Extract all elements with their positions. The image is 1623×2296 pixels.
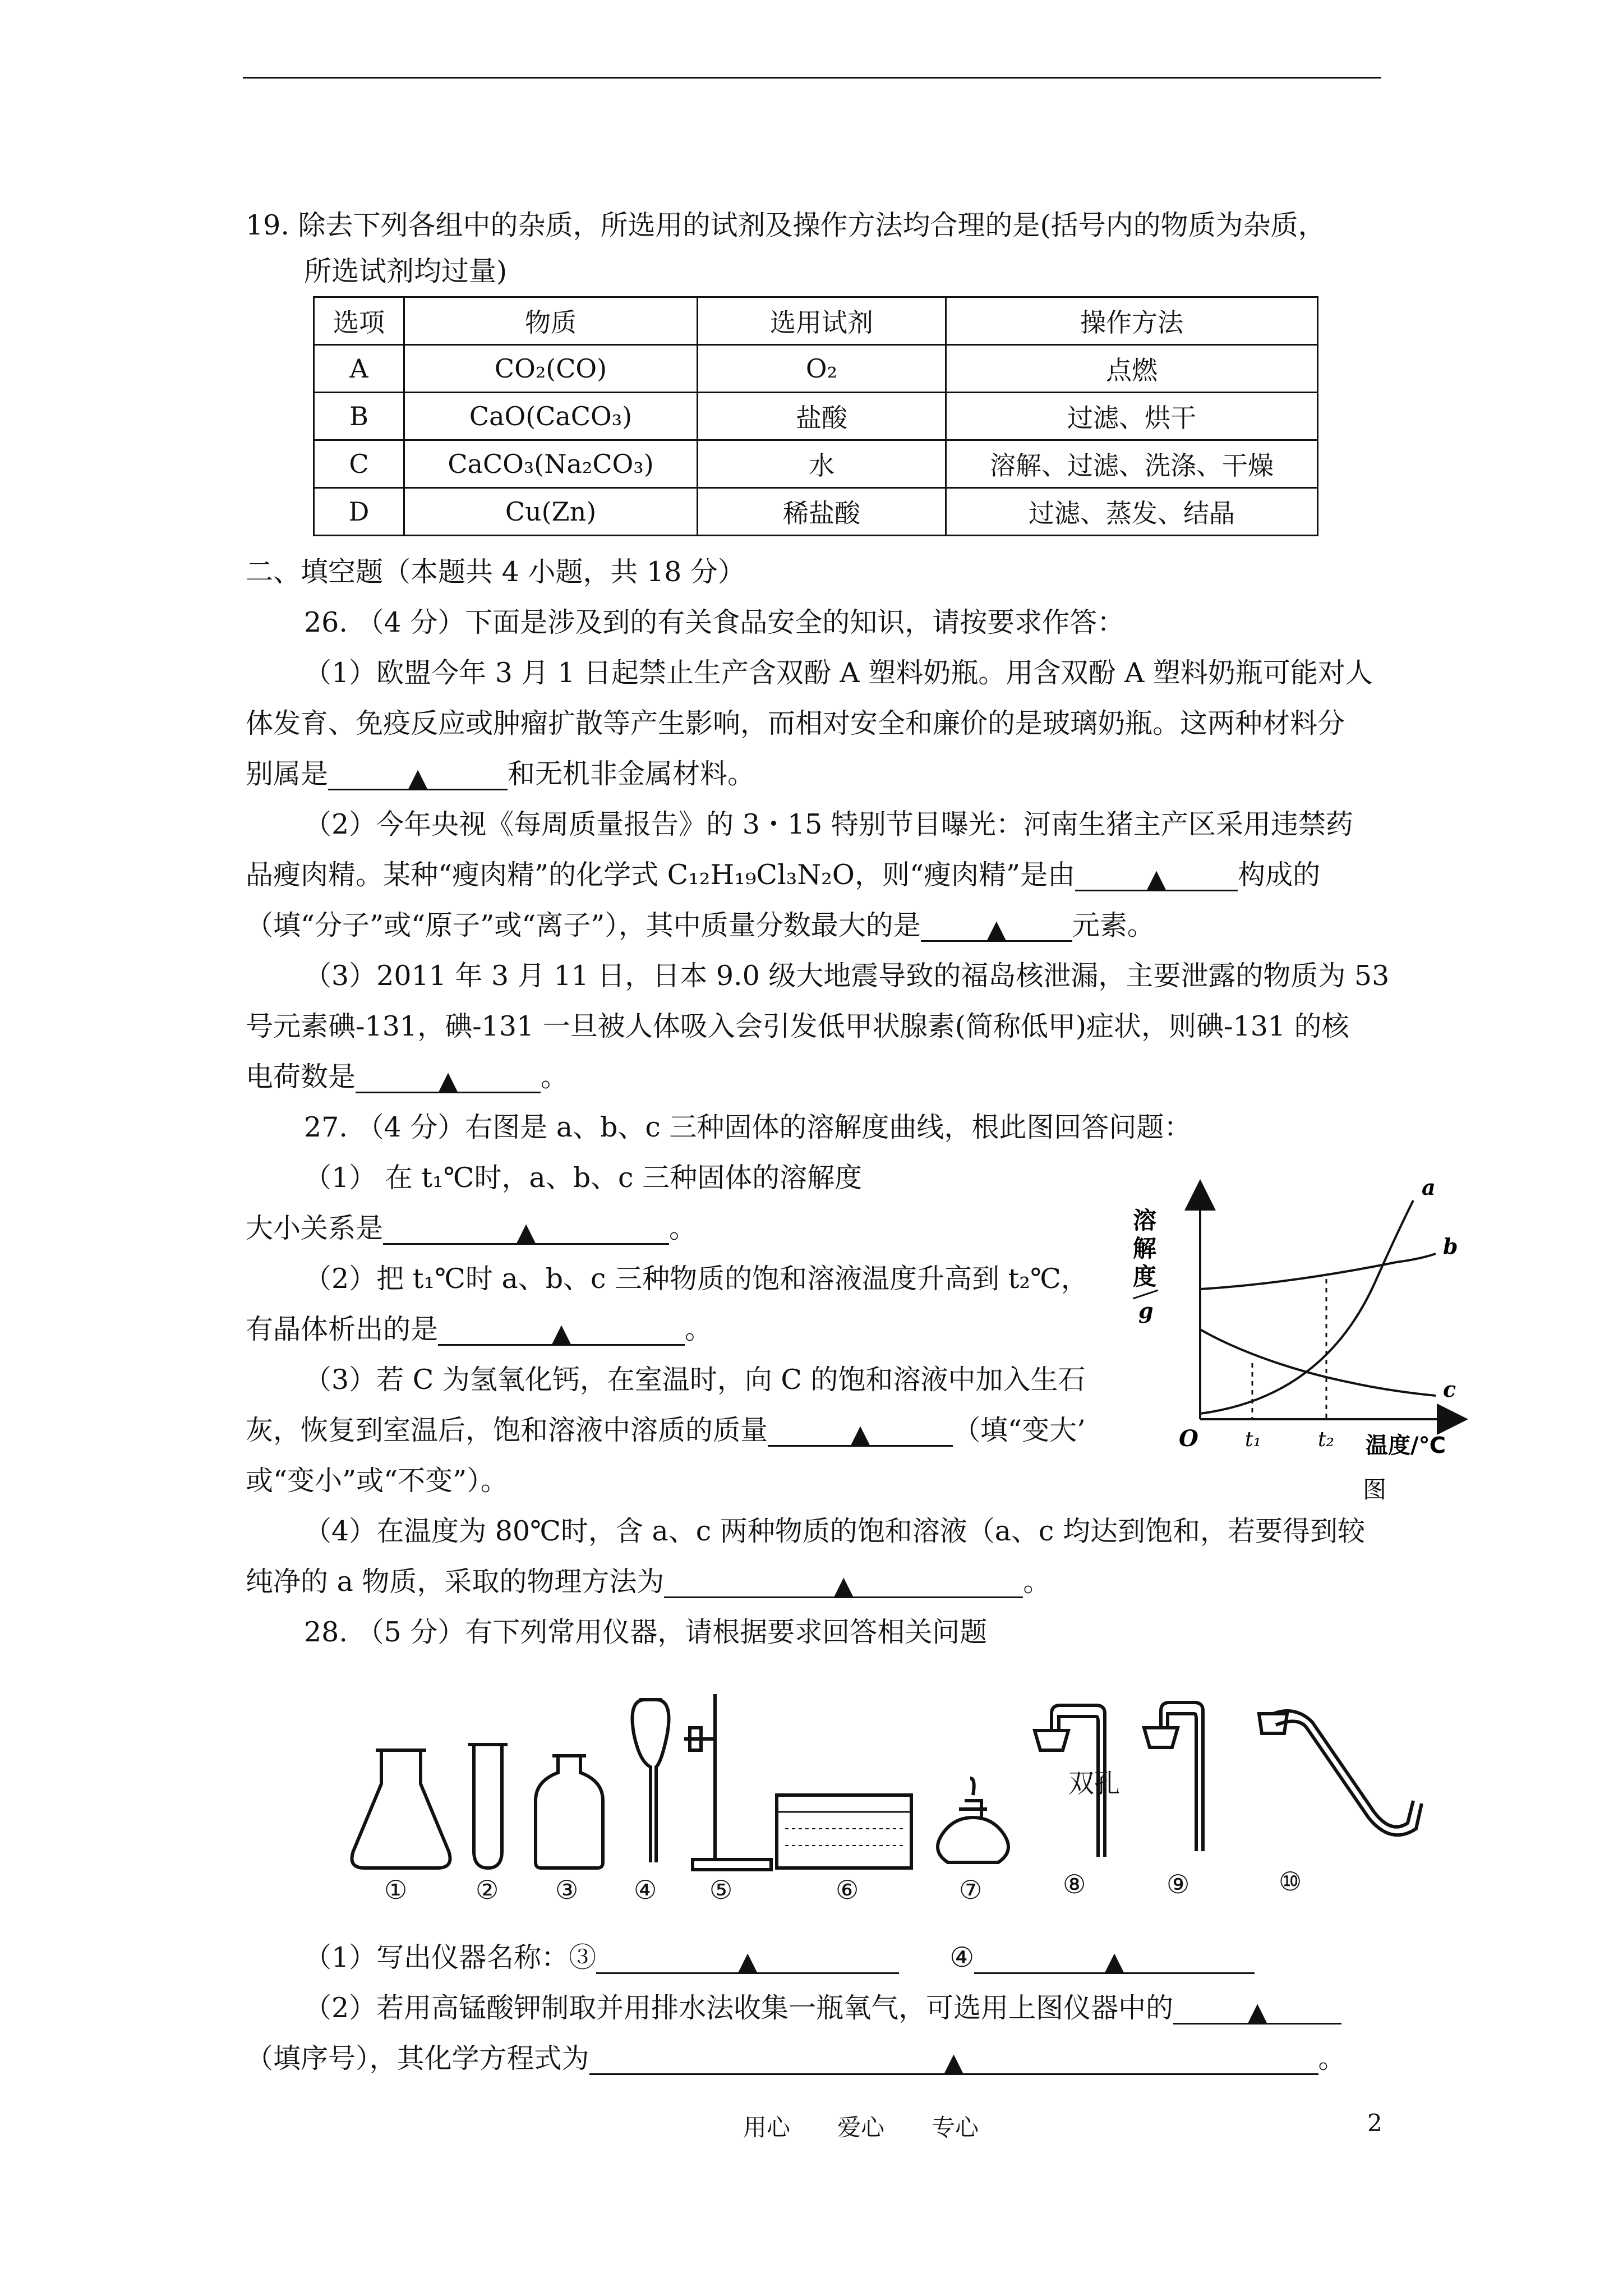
apparatus-illustration bbox=[342, 1683, 1458, 1907]
q28-p1 bbox=[304, 1941, 1255, 1975]
long-funnel-icon bbox=[633, 1700, 669, 1862]
q27-p2a: （2）把 t₁℃时 a、b、c 三种物质的饱和溶液温度升高到 t₂℃， bbox=[304, 1263, 1089, 1295]
ylabel-1: 溶 bbox=[1133, 1207, 1157, 1234]
table-header-cell: 物质 bbox=[404, 297, 698, 345]
table-cell: A bbox=[314, 345, 404, 393]
text: （2）若用高锰酸钾制取并用排水法收集一瓶氧气，可选用上图仪器中的 bbox=[304, 1992, 1174, 2024]
text: （填“分子”或“原子”或“离子”），其中质量分数最大的是 bbox=[246, 909, 921, 941]
triangle-icon: ▲ bbox=[737, 1946, 758, 1976]
table-row bbox=[314, 488, 1318, 536]
table-cell: 水 bbox=[698, 440, 946, 488]
test-tube-icon bbox=[468, 1745, 508, 1868]
table-row bbox=[314, 440, 1318, 488]
text: 。 bbox=[1023, 1566, 1051, 1598]
table-cell: 溶解、过滤、洗涤、干燥 bbox=[946, 440, 1318, 488]
conical-flask-icon bbox=[352, 1750, 450, 1868]
text: 大小关系是 bbox=[246, 1212, 384, 1244]
label-5: ⑤ bbox=[709, 1875, 733, 1905]
q27-p3b bbox=[246, 1414, 1086, 1447]
answer-blank[interactable] bbox=[974, 1944, 1255, 1974]
footer-motto: 用心 爱心 专心 bbox=[743, 2114, 979, 2141]
q27-stem: 27. （4 分）右图是 a、b、c 三种固体的溶解度曲线，根此图回答问题： bbox=[304, 1111, 1192, 1143]
q26-p2c bbox=[246, 909, 1155, 942]
table-cell: B bbox=[314, 393, 404, 440]
table-cell: CO₂(CO) bbox=[404, 345, 698, 393]
triangle-icon: ▲ bbox=[1146, 863, 1166, 894]
q26-p1c bbox=[246, 757, 755, 791]
q27-p3a: （3）若 C 为氢氧化钙，在室温时，向 C 的饱和溶液中加入生石 bbox=[304, 1364, 1086, 1396]
triangle-icon: ▲ bbox=[551, 1318, 571, 1348]
table-header-cell: 选用试剂 bbox=[698, 297, 946, 345]
q19-line2: 所选试剂均过量) bbox=[304, 255, 508, 287]
table-cell: CaO(CaCO₃) bbox=[404, 393, 698, 440]
curve-b bbox=[1200, 1254, 1436, 1289]
table-cell: 稀盐酸 bbox=[698, 488, 946, 536]
text: 。 bbox=[1318, 2042, 1346, 2074]
answer-blank[interactable] bbox=[596, 1944, 899, 1974]
graph-caption: 图 bbox=[1363, 1476, 1387, 1503]
triangle-icon: ▲ bbox=[1247, 1996, 1267, 2027]
gas-bottle-icon bbox=[536, 1756, 603, 1868]
table-cell: D bbox=[314, 488, 404, 536]
curve-a-label: a bbox=[1422, 1178, 1436, 1200]
table-header-row bbox=[314, 297, 1318, 345]
q26-p3b: 号元素碘-131，碘-131 一旦被人体吸入会引发低甲状腺素(简称低甲)症状，则碘-131 的核 bbox=[246, 1010, 1349, 1042]
table-row bbox=[314, 345, 1318, 393]
table-cell: Cu(Zn) bbox=[404, 488, 698, 536]
q28-p2b bbox=[246, 2042, 1346, 2076]
ylabel-2: 解 bbox=[1133, 1235, 1157, 1262]
q19-line1: 19. 除去下列各组中的杂质，所选用的试剂及操作方法均合理的是(括号内的物质为杂质， bbox=[246, 209, 1326, 241]
table-row bbox=[314, 393, 1318, 440]
t1-label: t₁ bbox=[1245, 1428, 1261, 1451]
text: 电荷数是 bbox=[246, 1061, 356, 1093]
text: 元素。 bbox=[1072, 909, 1155, 941]
q28-stem: 28. （5 分）有下列常用仪器，请根据要求回答相关问题 bbox=[304, 1616, 988, 1648]
answer-blank[interactable] bbox=[921, 912, 1072, 942]
text: 。 bbox=[541, 1061, 569, 1093]
answer-blank[interactable] bbox=[356, 1064, 541, 1096]
table-cell: C bbox=[314, 440, 404, 488]
text: （填“变大’ bbox=[953, 1414, 1086, 1446]
table-cell: 过滤、蒸发、结晶 bbox=[946, 488, 1318, 536]
answer-blank[interactable] bbox=[328, 761, 508, 793]
label-1: ① bbox=[384, 1875, 408, 1905]
q26-stem: 26. （4 分）下面是涉及到的有关食品安全的知识，请按要求作答： bbox=[304, 606, 1125, 638]
bent-tube-icon bbox=[1259, 1711, 1422, 1835]
curve-b-label: b bbox=[1443, 1234, 1458, 1259]
triangle-icon: ▲ bbox=[438, 1065, 458, 1096]
triangle-icon: ▲ bbox=[516, 1217, 536, 1247]
table-cell: 点燃 bbox=[946, 345, 1318, 393]
q27-p4a: （4）在温度为 80℃时，含 a、c 两种物质的饱和溶液（a、c 均达到饱和，若要得到较 bbox=[304, 1515, 1365, 1547]
solubility-graph bbox=[1116, 1178, 1486, 1515]
q27-p3c: 或“变小”或“不变”）。 bbox=[246, 1465, 508, 1497]
text: 别属是 bbox=[246, 758, 329, 790]
curve-a bbox=[1200, 1200, 1413, 1414]
alcohol-lamp-icon bbox=[938, 1778, 1008, 1862]
text: 有晶体析出的是 bbox=[246, 1313, 439, 1345]
answer-blank[interactable] bbox=[383, 1215, 669, 1245]
text: 构成的 bbox=[1238, 859, 1321, 891]
text: 纯净的 a 物质，采取的物理方法为 bbox=[246, 1566, 665, 1598]
q26-p1b: 体发育、免疫反应或肿瘤扩散等产生影响，而相对安全和廉价的是玻璃奶瓶。这两种材料分 bbox=[246, 707, 1345, 739]
q27-p4b bbox=[246, 1565, 1050, 1599]
q27-p1b bbox=[246, 1212, 697, 1245]
ylabel-unit: g bbox=[1138, 1298, 1154, 1323]
answer-blank[interactable] bbox=[1075, 862, 1238, 894]
water-trough-icon bbox=[777, 1795, 911, 1868]
q26-p2a: （2）今年央视《每周质量报告》的 3・15 特别节目曝光：河南生猪主产区采用违禁药 bbox=[304, 808, 1353, 840]
q26-p2b bbox=[246, 858, 1320, 892]
text: 。 bbox=[685, 1313, 713, 1345]
table-header-cell: 操作方法 bbox=[946, 297, 1318, 345]
text: 灰，恢复到室温后，饱和溶液中溶质的质量 bbox=[246, 1414, 768, 1446]
iron-stand-icon bbox=[684, 1694, 771, 1870]
answer-blank[interactable] bbox=[589, 2045, 1318, 2075]
label-2: ② bbox=[476, 1875, 499, 1905]
t2-label: t₂ bbox=[1318, 1428, 1334, 1451]
answer-blank[interactable] bbox=[438, 1316, 685, 1346]
table-header-cell: 选项 bbox=[314, 297, 404, 345]
label-10: ⑩ bbox=[1279, 1866, 1302, 1897]
origin-label: O bbox=[1179, 1425, 1198, 1452]
q27-p2b bbox=[246, 1313, 712, 1346]
label-3: ③ bbox=[555, 1875, 579, 1905]
table-cell: CaCO₃(Na₂CO₃) bbox=[404, 440, 698, 488]
triangle-icon: ▲ bbox=[408, 762, 428, 793]
xlabel: 温度/℃ bbox=[1366, 1433, 1446, 1458]
triangle-icon: ▲ bbox=[986, 914, 1007, 944]
answer-blank[interactable] bbox=[1173, 1995, 1341, 2027]
q26-p1a: （1）欧盟今年 3 月 1 日起禁止生产含双酚 A 塑料奶瓶。用含双酚 A 塑料奶瓶可能对人 bbox=[304, 657, 1373, 689]
answer-blank[interactable] bbox=[664, 1568, 1023, 1598]
header-rule bbox=[243, 77, 1381, 79]
double-hole-label: 双孔 bbox=[1068, 1768, 1120, 1798]
text: 和无机非金属材料。 bbox=[508, 758, 755, 790]
q28-p2a bbox=[304, 1991, 1341, 2025]
triangle-icon: ▲ bbox=[1104, 1946, 1124, 1976]
label-8: ⑧ bbox=[1063, 1869, 1086, 1899]
label-7: ⑦ bbox=[959, 1875, 983, 1905]
table-cell: 过滤、烘干 bbox=[946, 393, 1318, 440]
table-cell: O₂ bbox=[698, 345, 946, 393]
q19-table bbox=[313, 296, 1318, 536]
answer-blank[interactable] bbox=[768, 1417, 953, 1447]
triangle-icon: ▲ bbox=[943, 2047, 964, 2077]
curve-c-label: c bbox=[1443, 1377, 1456, 1402]
triangle-icon: ▲ bbox=[850, 1419, 870, 1449]
ylabel-3: 度 bbox=[1133, 1263, 1157, 1290]
text: 。 bbox=[669, 1212, 697, 1244]
q27-p1a: （1） 在 t₁℃时，a、b、c 三种固体的溶解度 bbox=[304, 1162, 863, 1194]
label-6: ⑥ bbox=[836, 1875, 859, 1905]
ylabel-slash bbox=[1133, 1290, 1158, 1299]
table-cell: 盐酸 bbox=[698, 393, 946, 440]
q26-p3c bbox=[246, 1060, 568, 1094]
triangle-icon: ▲ bbox=[833, 1570, 854, 1600]
label-4: ④ bbox=[634, 1875, 657, 1905]
section-heading: 二、填空题（本题共 4 小题，共 18 分） bbox=[246, 556, 745, 588]
text: （填序号），其化学方程式为 bbox=[246, 2042, 589, 2074]
text: ④ bbox=[949, 1941, 975, 1973]
label-9: ⑨ bbox=[1166, 1869, 1190, 1899]
stopper-tube-icon bbox=[1144, 1703, 1203, 1851]
text: （1）写出仪器名称：③ bbox=[304, 1941, 597, 1973]
q26-p3a: （3）2011 年 3 月 11 日，日本 9.0 级大地震导致的福岛核泄漏，主要泄露的物质为 53 bbox=[304, 960, 1390, 992]
text: 品瘦肉精。某种“瘦肉精”的化学式 C₁₂H₁₉Cl₃N₂O，则“瘦肉精”是由 bbox=[246, 859, 1076, 891]
page-number: 2 bbox=[1367, 2109, 1382, 2137]
